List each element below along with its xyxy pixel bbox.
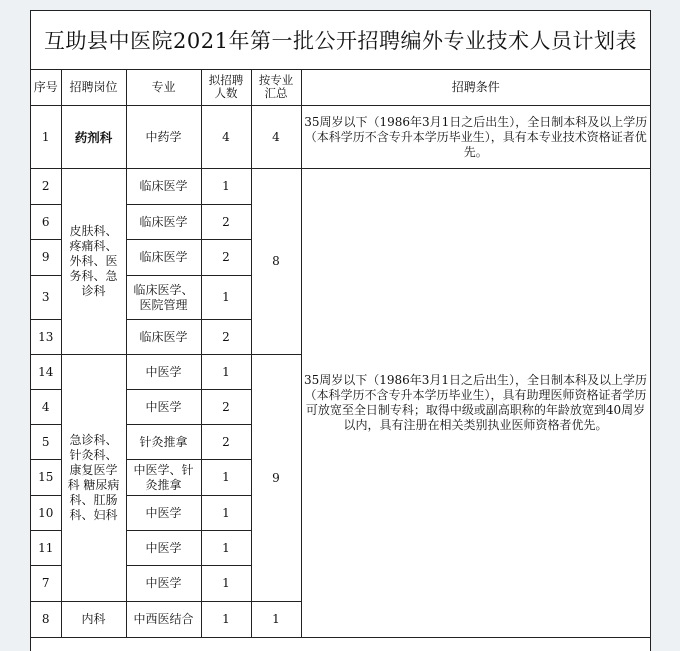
cell-conditions: 35周岁以下（1986年3月1日之后出生），全日制本科及以上学历（本科学历不含专升本学历毕业生），具有本专业技术资格证者优先。 xyxy=(301,106,650,169)
cell-major: 临床医学 xyxy=(126,320,201,355)
recruitment-table xyxy=(31,69,650,638)
cell-seq: 11 xyxy=(31,531,61,566)
cell-seq: 7 xyxy=(31,566,61,602)
cell-subtotal: 4 xyxy=(251,106,301,169)
cell-seq: 8 xyxy=(31,602,61,638)
cell-major: 中西医结合 xyxy=(126,602,201,638)
cell-major: 中医学、针灸推拿 xyxy=(126,460,201,496)
cell-seq: 9 xyxy=(31,240,61,276)
cell-seq: 6 xyxy=(31,205,61,240)
cell-planned: 4 xyxy=(201,106,251,169)
cell-planned: 1 xyxy=(201,566,251,602)
header-seq: 序号 xyxy=(31,69,61,106)
page-title: 互助县中医院2021年第一批公开招聘编外专业技术人员计划表 xyxy=(31,11,650,70)
cell-major: 临床医学 xyxy=(126,205,201,240)
cell-major: 临床医学 xyxy=(126,240,201,276)
cell-major: 中医学 xyxy=(126,496,201,531)
cell-seq: 4 xyxy=(31,390,61,425)
cell-seq: 3 xyxy=(31,276,61,320)
cell-seq: 2 xyxy=(31,169,61,205)
cell-major: 中医学 xyxy=(126,531,201,566)
cell-planned: 1 xyxy=(201,602,251,638)
cell-post: 急诊科、针灸科、康复医学科 糖尿病科、肛肠科、妇科 xyxy=(61,355,126,602)
cell-post: 皮肤科、疼痛科、外科、医务科、急诊科 xyxy=(61,169,126,355)
table-header-row xyxy=(31,69,650,106)
cell-planned: 1 xyxy=(201,531,251,566)
header-planned: 拟招聘人数 xyxy=(201,69,251,106)
cell-planned: 1 xyxy=(201,355,251,390)
table-row xyxy=(31,106,650,169)
cell-major: 中药学 xyxy=(126,106,201,169)
cell-planned: 2 xyxy=(201,320,251,355)
cell-seq: 10 xyxy=(31,496,61,531)
cell-planned: 2 xyxy=(201,240,251,276)
cell-seq: 5 xyxy=(31,425,61,460)
cell-subtotal: 1 xyxy=(251,602,301,638)
recruitment-plan-sheet xyxy=(30,10,651,651)
header-conditions: 招聘条件 xyxy=(301,69,650,106)
cell-major: 中医学 xyxy=(126,355,201,390)
header-post: 招聘岗位 xyxy=(61,69,126,106)
header-major: 专业 xyxy=(126,69,201,106)
cell-seq: 14 xyxy=(31,355,61,390)
cell-planned: 2 xyxy=(201,205,251,240)
cell-major: 针灸推拿 xyxy=(126,425,201,460)
cell-seq: 15 xyxy=(31,460,61,496)
cell-planned: 2 xyxy=(201,425,251,460)
cell-planned: 2 xyxy=(201,390,251,425)
cell-major: 临床医学、医院管理 xyxy=(126,276,201,320)
cell-planned: 1 xyxy=(201,169,251,205)
cell-post: 内科 xyxy=(61,602,126,638)
cell-post: 药剂科 xyxy=(61,106,126,169)
cell-planned: 1 xyxy=(201,460,251,496)
cell-major: 临床医学 xyxy=(126,169,201,205)
cell-conditions-shared: 35周岁以下（1986年3月1日之后出生），全日制本科及以上学历（本科学历不含专升本学历毕业生），具有助理医师资格证者学历可放宽至全日制专科；取得中级或副高职称的年龄放宽到40周岁以内，具有注册在相关类别执业医师资格者优先。 xyxy=(301,169,650,638)
header-subtotal: 按专业汇总 xyxy=(251,69,301,106)
cell-major: 中医学 xyxy=(126,390,201,425)
cell-subtotal: 9 xyxy=(251,355,301,602)
cell-seq: 1 xyxy=(31,106,61,169)
cell-major: 中医学 xyxy=(126,566,201,602)
cell-planned: 1 xyxy=(201,496,251,531)
cell-seq: 13 xyxy=(31,320,61,355)
cell-subtotal: 8 xyxy=(251,169,301,355)
table-row xyxy=(31,169,650,205)
cell-planned: 1 xyxy=(201,276,251,320)
